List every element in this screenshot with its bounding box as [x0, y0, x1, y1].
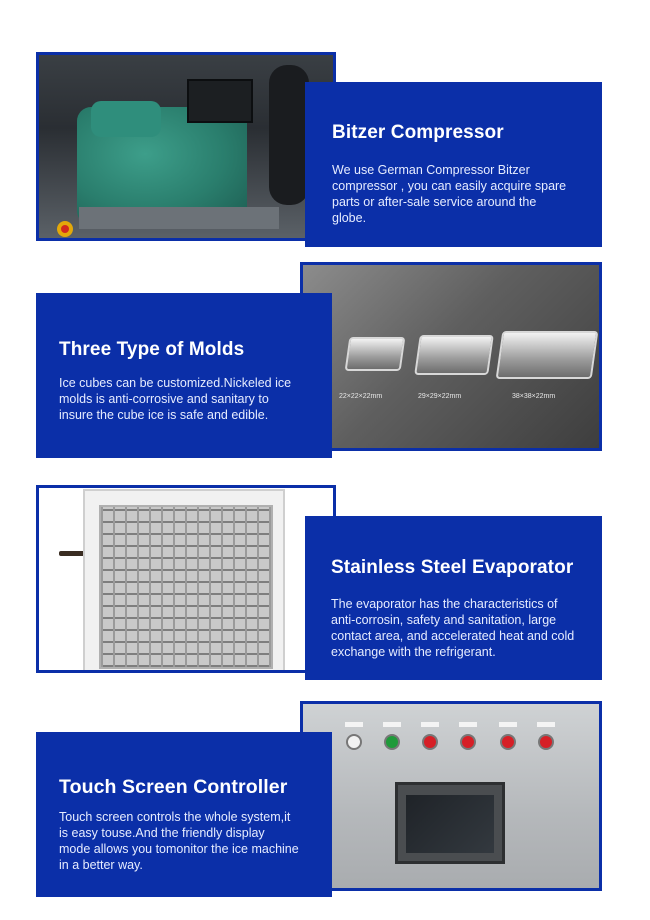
controller-card [36, 732, 332, 897]
mold-label-small: 22×22×22mm [339, 393, 383, 400]
mold-medium [414, 335, 494, 375]
molds-title: Three Type of Molds [59, 339, 245, 360]
molds-description: Ice cubes can be customized.Nickeled ice molds is anti-corrosive and sanitary to insure the cube ice is safe and edible. [59, 376, 292, 422]
compressor-title: Bitzer Compressor [332, 122, 504, 143]
evaporator-title: Stainless Steel Evaporator [331, 557, 574, 578]
compressor-description: We use German Compressor Bitzer compressor , you can easily acquire spare parts or after-sale service around the globe. [332, 163, 567, 225]
green-button [384, 734, 400, 750]
evaporator-photo [36, 485, 336, 673]
evaporator-description: The evaporator has the characteristics of anti-corrosin, safety and sanitation, large contact area, and accelerated heat and cold exchange with the refrigerant. [331, 597, 575, 659]
red-button [460, 734, 476, 750]
white-button [346, 734, 362, 750]
red-button [538, 734, 554, 750]
red-button [500, 734, 516, 750]
controller-description: Touch screen controls the whole system,it is easy touse.And the friendly display mode allows you tomonitor the ice machine in a better way. [59, 810, 299, 872]
compressor-card [305, 82, 602, 247]
mold-label-medium: 29×29×22mm [418, 393, 462, 400]
control-panel-photo [300, 701, 602, 891]
molds-card [36, 293, 332, 458]
evaporator-card [305, 516, 602, 680]
mold-label-large: 38×38×22mm [512, 393, 556, 400]
red-button [422, 734, 438, 750]
controller-title: Touch Screen Controller [59, 776, 288, 798]
evaporator-top-edge [36, 485, 336, 488]
touch-screen [395, 782, 505, 864]
mold-large [496, 331, 599, 379]
ice-mold-photo [300, 262, 602, 451]
compressor-photo [36, 52, 336, 241]
mold-small [345, 337, 406, 371]
